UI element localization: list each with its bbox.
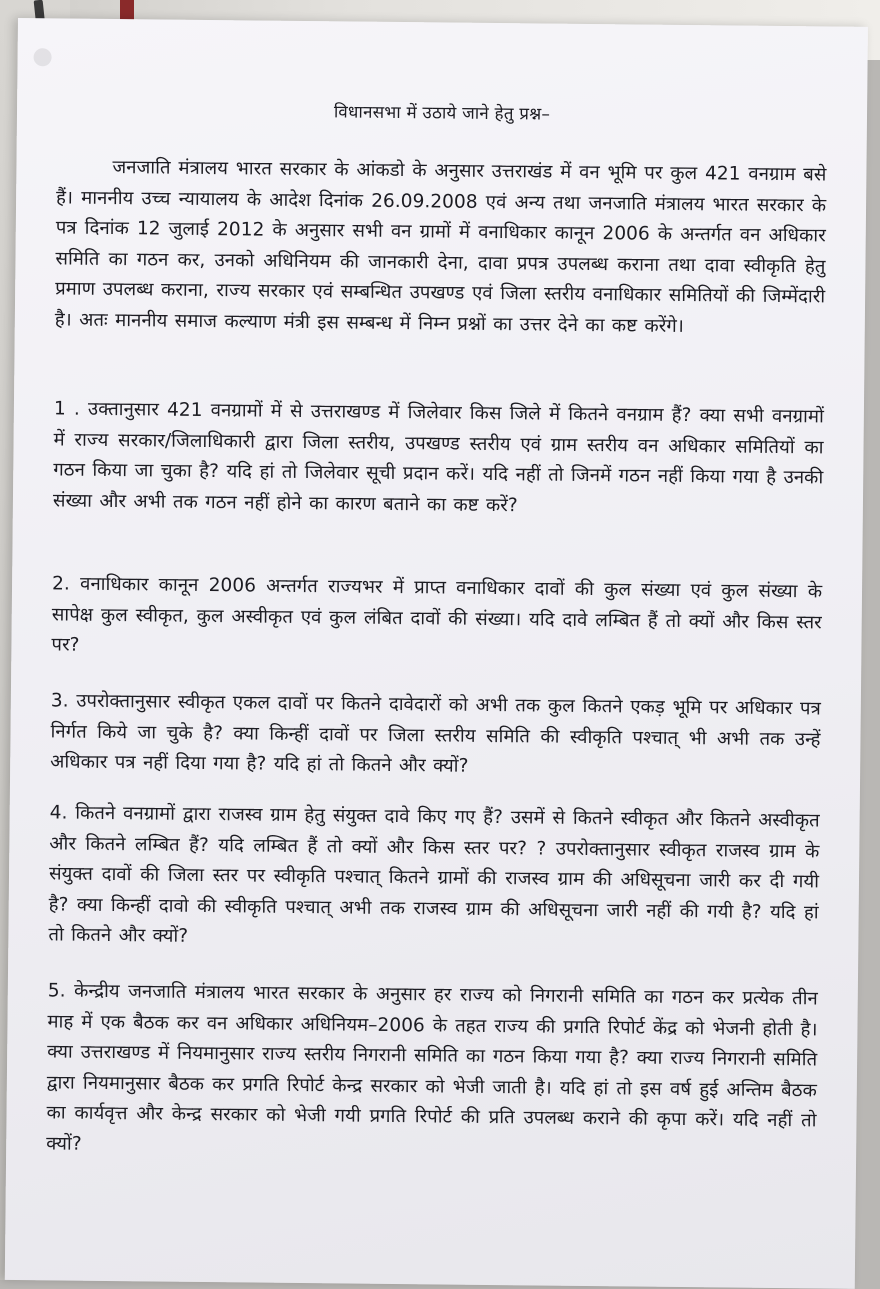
question-1: 1 . उक्तानुसार 421 वनग्रामों में से उत्तराखण्ड में जिलेवार किस जिले में कितने वनग्राम हैं? क्या सभी वनग्रामों में राज्य सरकार/जिलाधिकारी द्वारा जिला स्तरीय, उपखण्ड स्तरीय एवं ग्राम स्तरीय वन अधिकार समितियों का गठन किया जा चुका है? यदि हां तो जिलेवार सूची प्रदान करें। यदि नहीं तो जिनमें गठन नहीं किया गया है उनकी संख्या और अभी तक गठन नहीं होने का कारण बताने का कष्ट करें? <box>52 398 824 516</box>
question-5: 5. केन्द्रीय जनजाति मंत्रालय भारत सरकार के अनुसार हर राज्य को निगरानी समिति का गठन कर प्रत्येक तीन माह में एक बैठक कर वन अधिकार अधिनियम–2006 के तहत राज्य की प्रगति रिपोर्ट केंद्र को भेजनी होती है। क्या उत्तराखण्ड में नियमानुसार राज्य स्तरीय निगरानी समिति का गठन किया गया है? क्या राज्य निगरानी समिति द्वारा नियमानुसार बैठक कर प्रगति रिपोर्ट केन्द्र सरकार को भेजी जाती है। यदि हां तो इस वर्ष हुई अन्तिम बैठक का कार्यवृत्त और केन्द्र सरकार को भेजी गयी प्रगति रिपोर्ट की प्रति उपलब्ध कराने की कृपा करें। यदि नहीं तो क्यों? <box>46 980 818 1155</box>
question-4: 4. कितने वनग्रामों द्वारा राजस्व ग्राम हेतु संयुक्त दावे किए गए हैं? उसमें से कितने स्वीकृत और कितने अस्वीकृत और कितने लम्बित हैं? यदि लम्बित हैं तो क्यों और किस स्तर पर? ? उपरोक्तानुसार स्वीकृत राजस्व ग्राम के संयुक्त दावों की जिला स्तर पर स्वीकृति पश्चात् कितने ग्रामों की राजस्व ग्राम की अधिसूचना जारी कर दी गयी है? क्या किन्हीं दावो की स्वीकृति पश्चात् अभी तक राजस्व ग्राम की अधिसूचना जारी नहीं की गयी है? यदि हां तो कितने और क्यों? <box>48 802 820 947</box>
document-title: विधानसभा में उठाये जाने हेतु प्रश्न– <box>333 102 551 125</box>
punch-hole <box>33 48 51 66</box>
paper-sheet <box>5 18 868 1289</box>
question-2: 2. वनाधिकार कानून 2006 अन्तर्गत राज्यभर में प्राप्त वनाधिकार दावों की कुल संख्या एवं कुल संख्या के सापेक्ष कुल स्वीकृत, कुल अस्वीकृत एवं कुल लंबित दावों की संख्या। यदि दावे लम्बित हैं तो क्यों और किस स्तर पर? <box>51 573 823 656</box>
question-3: 3. उपरोक्तानुसार स्वीकृत एकल दावों पर कितने दावेदारों को अभी तक कुल कितने एकड़ भूमि पर अधिकार पत्र निर्गत किये जा चुके है? क्या किन्हीं दावों पर जिला स्तरीय समिति की स्वीकृति पश्चात् भी अभी तक उन्हें अधिकार पत्र नहीं दिया गया है? यदि हां तो कितने और क्यों? <box>50 690 821 777</box>
intro-paragraph: जनजाति मंत्रालय भारत सरकार के आंकडो के अनुसार उत्तराखंड में वन भूमि पर कुल 421 वनग्राम बसे हैं। माननीय उच्च न्यायालय के आदेश दिनांक 26.09.2008 एवं अन्य तथा जनजाति मंत्रालय भारत सरकार के पत्र दिनांक 12 जुलाई 2012 के अनुसार सभी वन ग्रामों में वनाधिकार कानून 2006 के अन्तर्गत वन अधिकार समिति का गठन कर, उनको अधिनियम की जानकारी देना, दावा प्रपत्र उपलब्ध कराना तथा दावा स्वीकृति हेतु प्रमाण उपलब्ध कराना, राज्य सरकार एवं सम्बन्धित उपखण्ड एवं जिला स्तरीय वनाधिकार समितियों की जिम्मेंदारी है। अतः माननीय समाज कल्याण मंत्री इस सम्बन्ध में निम्न प्रश्नों का उत्तर देने का कष्ट करेंगे। <box>54 156 827 337</box>
